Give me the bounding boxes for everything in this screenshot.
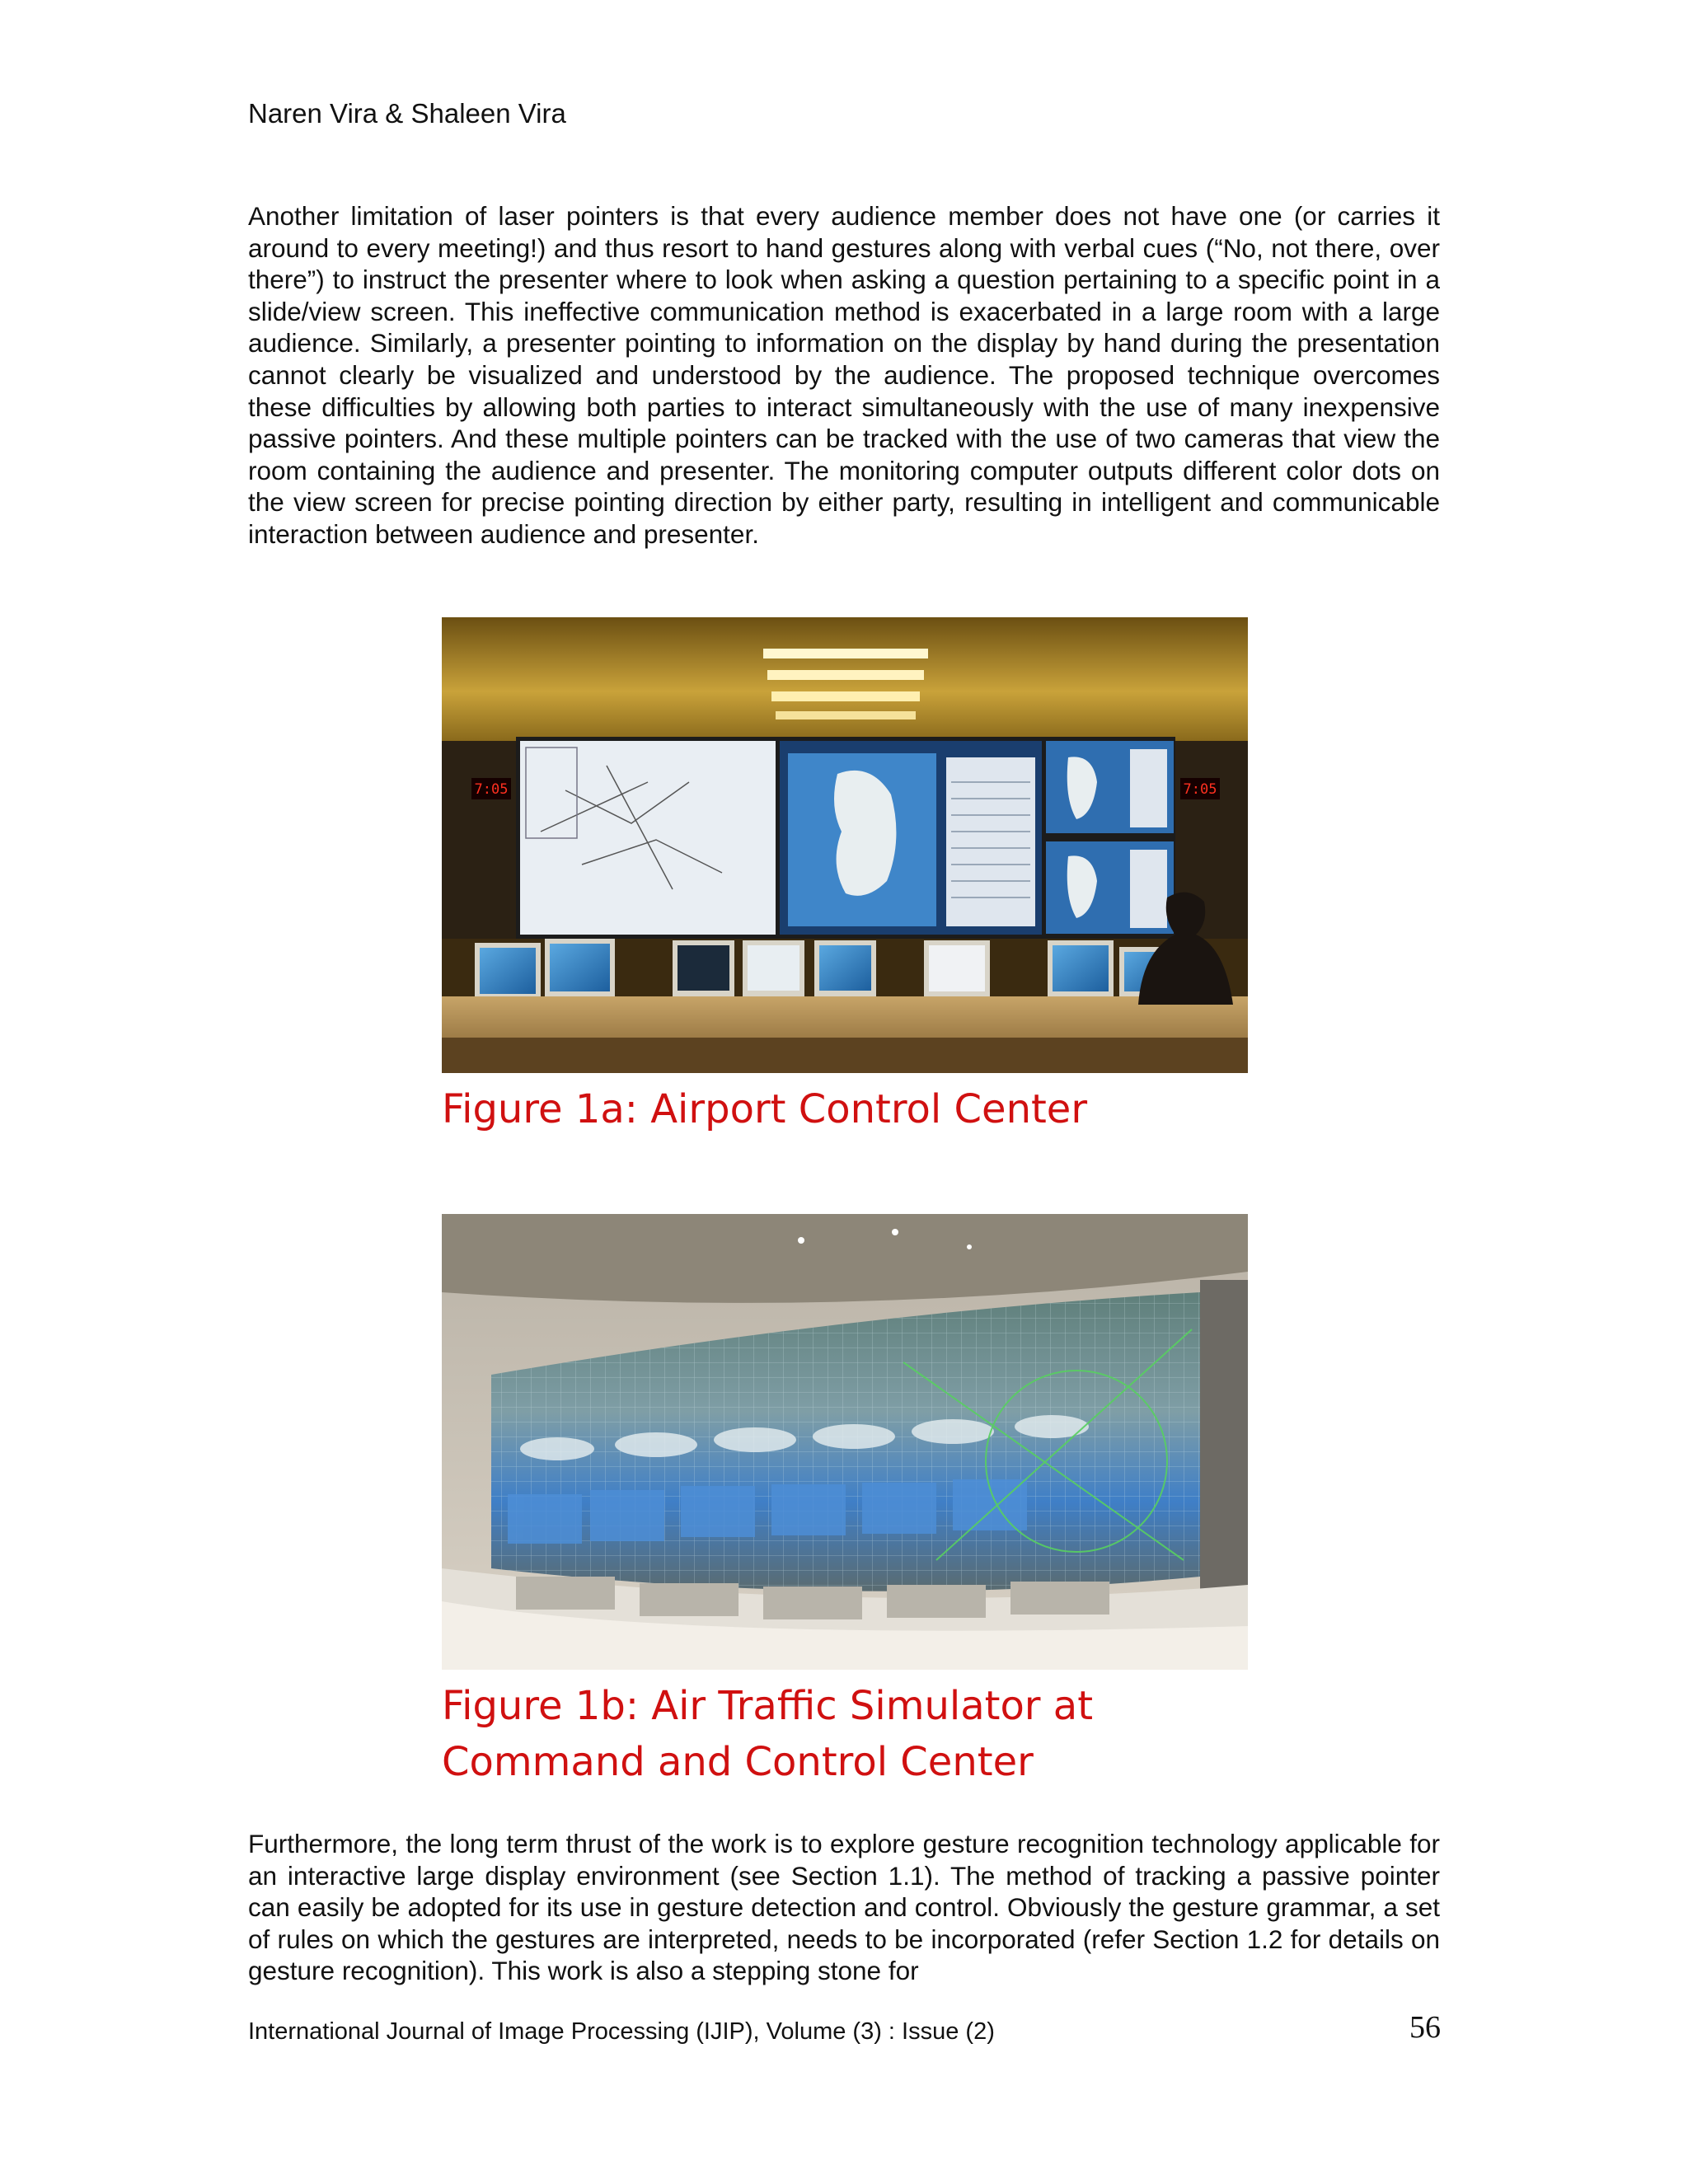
figure-1a-photo [442,617,1248,1073]
figure-1a-caption: Figure 1a: Airport Control Center [442,1086,1088,1132]
clock-right-text: 7:05 [1183,781,1217,798]
body-paragraph-2: Furthermore, the long term thrust of the work is to explore gesture recognition technology applicable for an interactive large display environment (see Section 1.1). The method of tracking a passive pointer can easily be adopted for its use in gesture detection and control. Obviously the gesture grammar, a set of rules on which the gestures are interpreted, needs to be incorporated (refer Section 1.2 for details on gesture recognition). This work is also a stepping stone for [248,1829,1440,1986]
figure-1b-photo [442,1214,1248,1670]
figure-1b-caption [442,1678,1093,1790]
figure-1b-caption-line-2: Command and Control Center [442,1739,1034,1785]
body-paragraph-1: Another limitation of laser pointers is that every audience member does not have one (or carries it around to every meeting!) and thus resort to hand gestures along with verbal cues (“No, not there, over there”) to instruct the presenter where to look when asking a question pertaining to a specific point in a slide/view screen. This ineffective communication method is exacerbated in a large room with a large audience. Similarly, a presenter pointing to information on the display by hand during the presentation cannot clearly be visualized and understood by the audience. The proposed technique overcomes these difficulties by allowing both parties to interact simultaneously with the use of many inexpensive passive pointers. And these multiple pointers can be tracked with the use of two cameras that view the room containing the audience and presenter. The monitoring computer outputs different color dots on the view screen for precise pointing direction by either party, resulting in intelligent and communicable interaction between audience and presenter. [248,201,1440,549]
page-number: 56 [1409,2010,1441,2045]
running-header-authors: Naren Vira & Shaleen Vira [248,98,566,129]
control-center-illustration [442,617,1248,1073]
desk-monitors [475,939,1177,1001]
footer-journal-citation: International Journal of Image Processing (IJIP), Volume (3) : Issue (2) [248,2018,995,2045]
simulator-wall-illustration [442,1214,1248,1670]
figure-1b-caption-line-1: Figure 1b: Air Traffic Simulator at [442,1683,1094,1729]
clock-left-text: 7:05 [474,781,509,798]
